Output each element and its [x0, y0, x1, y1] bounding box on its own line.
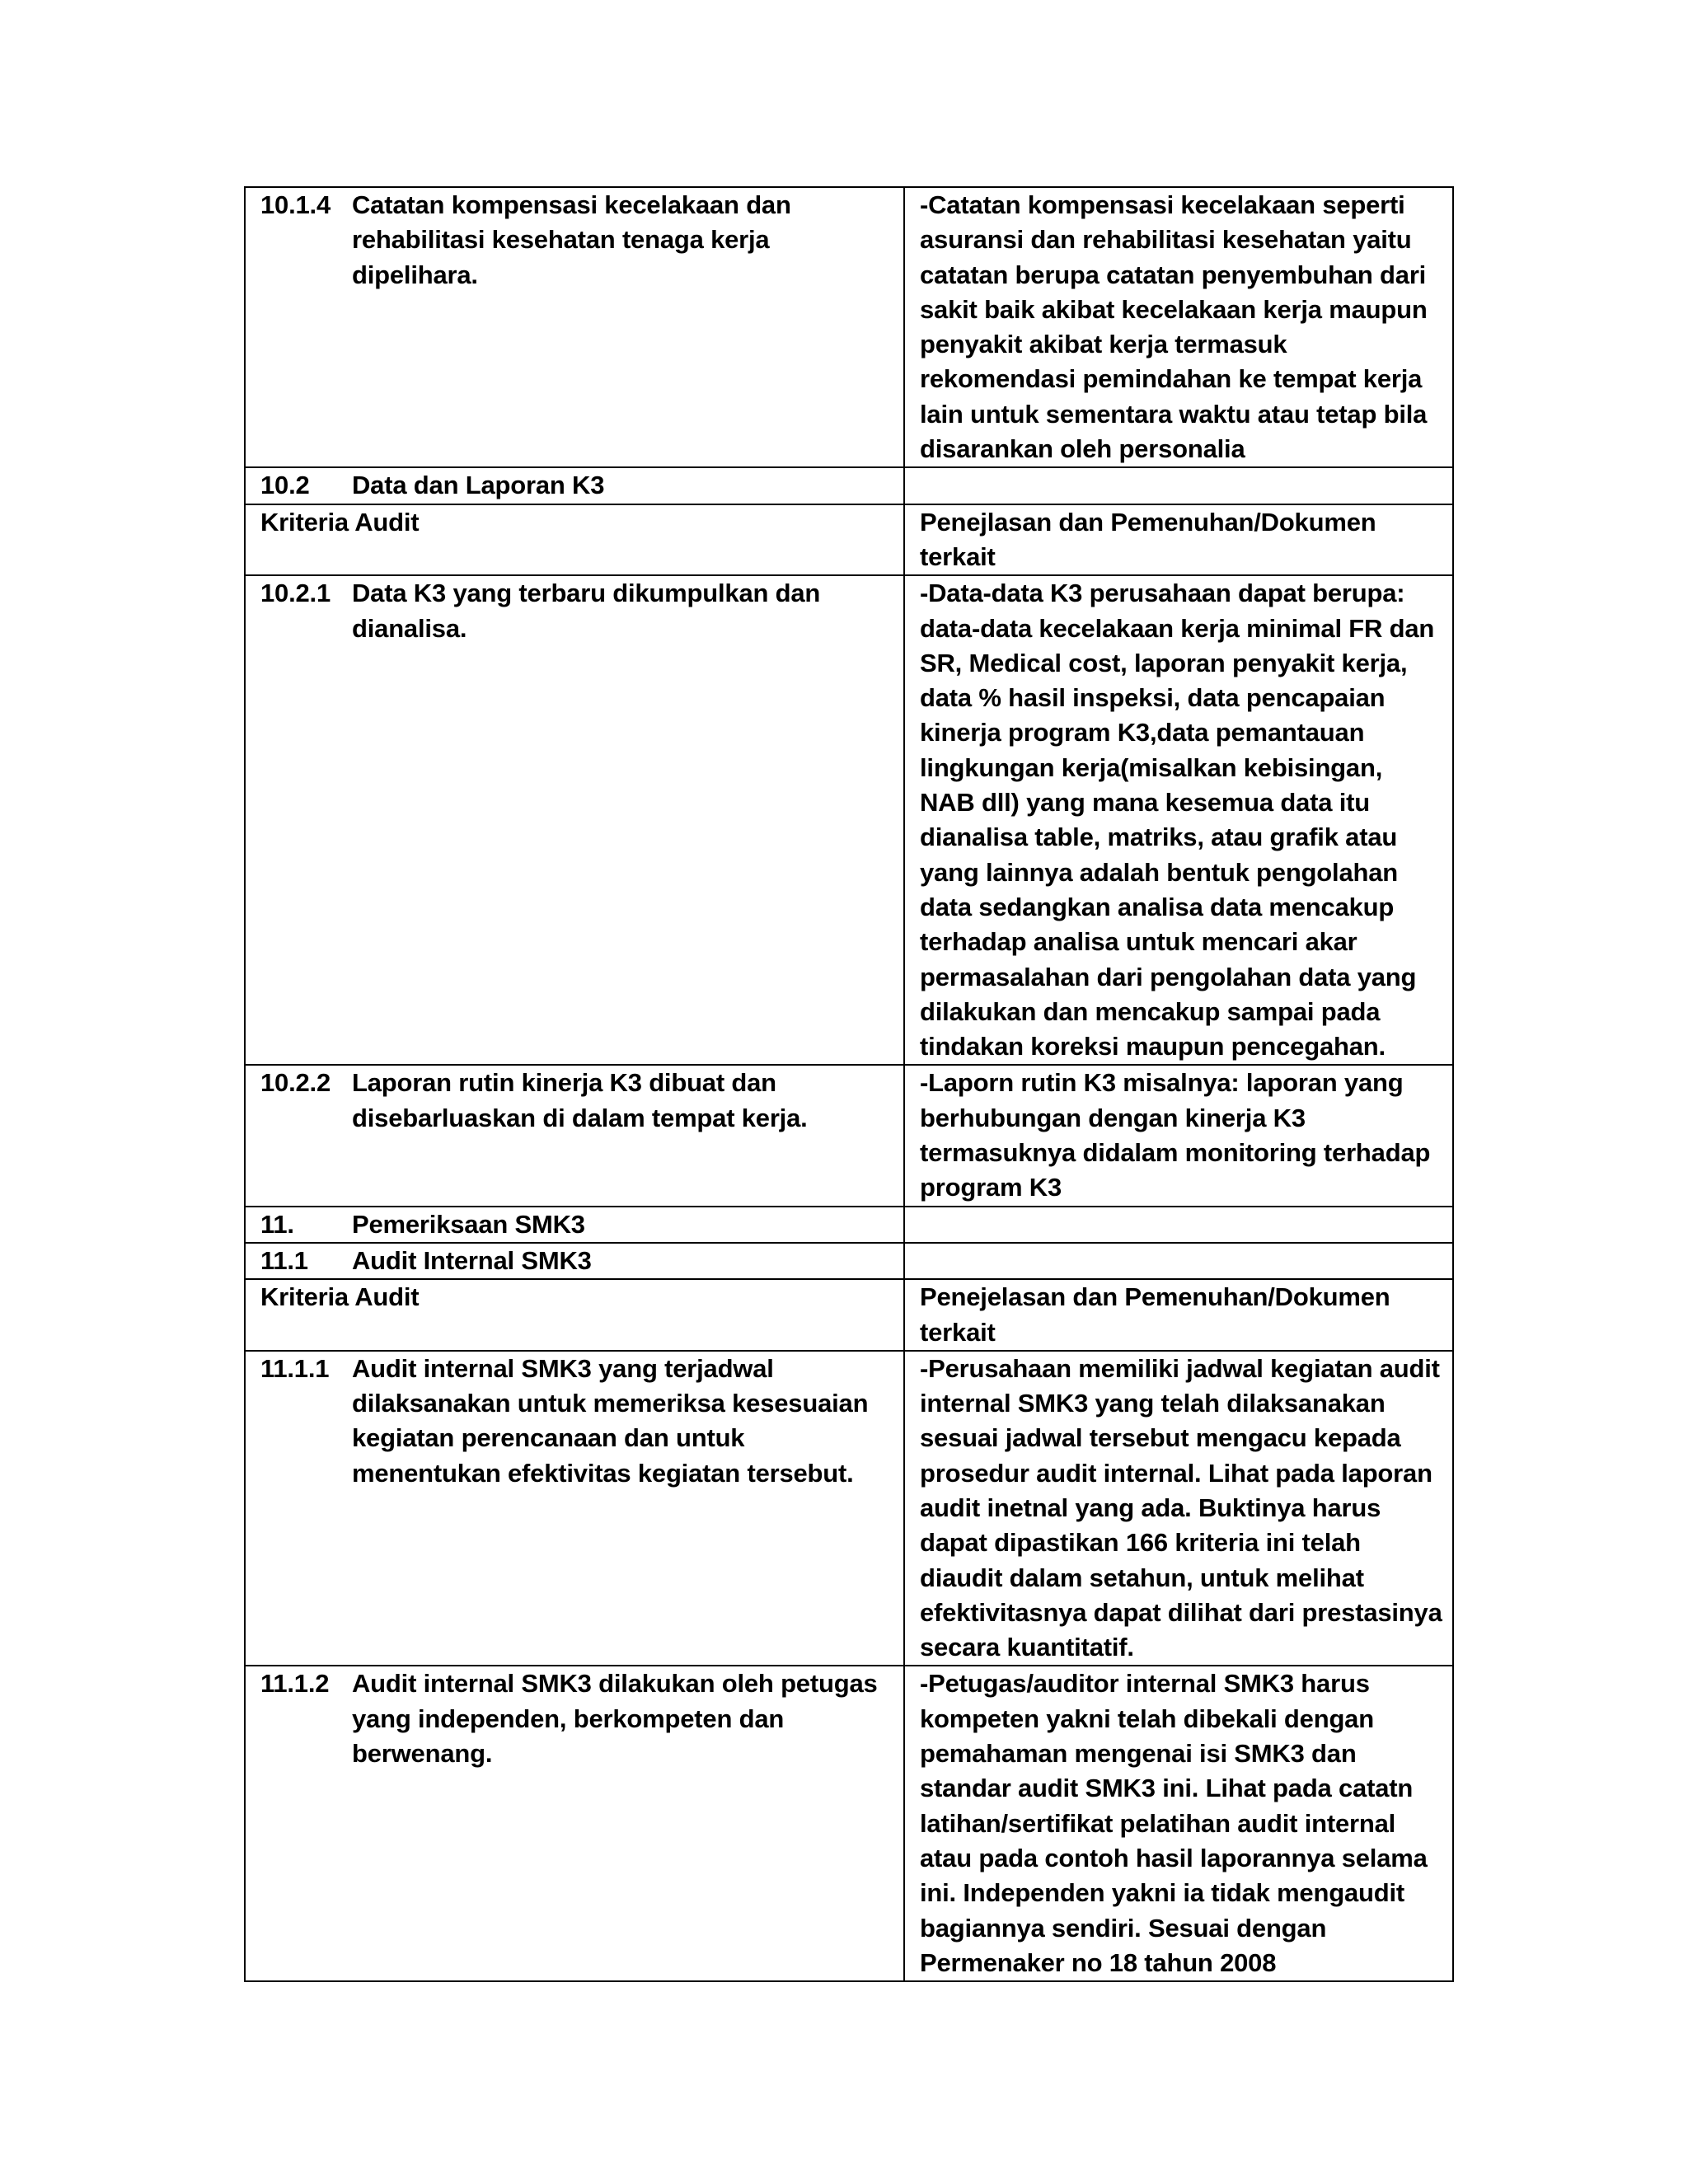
column-header-criteria: Kriteria Audit — [245, 1279, 904, 1351]
criterion-text: Laporan rutin kinerja K3 dibuat dan disebarluaskan di dalam tempat kerja. — [352, 1065, 904, 1206]
section-heading-row — [245, 1207, 1453, 1243]
section-number: 10.2 — [245, 467, 352, 504]
criterion-description: -Petugas/auditor internal SMK3 harus kompeten yakni telah dibekali dengan pemahaman mengenai isi SMK3 dan standar audit SMK3 ini. Lihat pada catatn latihan/sertifikat pelatihan audit internal atau pada contoh hasil laporannya selama ini. Independen yakni ia tidak mengaudit bagiannya sendiri. Sesuai dengan Permenaker no 18 tahun 2008 — [904, 1666, 1453, 1981]
criterion-description: -Catatan kompensasi kecelakaan seperti asuransi dan rehabilitasi kesehatan yaitu catatan berupa catatan penyembuhan dari sakit baik akibat kecelakaan kerja maupun penyakit akibat kerja termasuk rekomendasi pemindahan ke tempat kerja lain untuk sementara waktu atau tetap bila disarankan oleh personalia — [904, 187, 1453, 467]
criterion-number: 11.1.1 — [245, 1351, 352, 1666]
criterion-number: 11.1.2 — [245, 1666, 352, 1981]
criterion-text: Audit internal SMK3 dilakukan oleh petugas yang independen, berkompeten dan berwenang. — [352, 1666, 904, 1981]
criterion-description: -Laporn rutin K3 misalnya: laporan yang berhubungan dengan kinerja K3 termasuknya didalam monitoring terhadap program K3 — [904, 1065, 1453, 1206]
table-row — [245, 1351, 1453, 1666]
section-heading-row — [245, 467, 1453, 504]
section-title: Data dan Laporan K3 — [352, 467, 904, 504]
section-description — [904, 1207, 1453, 1243]
criterion-description: -Perusahaan memiliki jadwal kegiatan audit internal SMK3 yang telah dilaksanakan sesuai jadwal tersebut mengacu kepada prosedur audit internal. Lihat pada laporan audit inetnal yang ada. Buktinya harus dapat dipastikan 166 kriteria ini telah diaudit dalam setahun, untuk melihat efektivitasnya dapat dilihat dari prestasinya secara kuantitatif. — [904, 1351, 1453, 1666]
table-row — [245, 1666, 1453, 1981]
section-number: 11. — [245, 1207, 352, 1243]
criterion-number: 10.1.4 — [245, 187, 352, 467]
criterion-description: -Data-data K3 perusahaan dapat berupa: data-data kecelakaan kerja minimal FR dan SR, Medical cost, laporan penyakit kerja, data % hasil inspeksi, data pencapaian kinerja program K3,data pemantauan lingkungan kerja(misalkan kebisingan, NAB dll) yang mana kesemua data itu dianalisa table, matriks, atau grafik atau yang lainnya adalah bentuk pengolahan data sedangkan analisa data mencakup terhadap analisa untuk mencari akar permasalahan dari pengolahan data yang dilakukan dan mencakup sampai pada tindakan koreksi maupun pencegahan. — [904, 575, 1453, 1065]
section-title: Audit Internal SMK3 — [352, 1243, 904, 1279]
column-header-row — [245, 1279, 1453, 1351]
section-title: Pemeriksaan SMK3 — [352, 1207, 904, 1243]
table-row — [245, 187, 1453, 467]
criterion-text: Data K3 yang terbaru dikumpulkan dan dianalisa. — [352, 575, 904, 1065]
section-heading-row — [245, 1243, 1453, 1279]
table-row — [245, 575, 1453, 1065]
section-number: 11.1 — [245, 1243, 352, 1279]
criterion-number: 10.2.1 — [245, 575, 352, 1065]
criterion-number: 10.2.2 — [245, 1065, 352, 1206]
table-row — [245, 1065, 1453, 1206]
section-description — [904, 1243, 1453, 1279]
column-header-criteria: Kriteria Audit — [245, 504, 904, 576]
column-header-explanation: Penejlasan dan Pemenuhan/Dokumen terkait — [904, 504, 1453, 576]
column-header-row — [245, 504, 1453, 576]
criterion-text: Audit internal SMK3 yang terjadwal dilaksanakan untuk memeriksa kesesuaian kegiatan perencanaan dan untuk menentukan efektivitas kegiatan tersebut. — [352, 1351, 904, 1666]
section-description — [904, 467, 1453, 504]
criterion-text: Catatan kompensasi kecelakaan dan rehabilitasi kesehatan tenaga kerja dipelihara. — [352, 187, 904, 467]
audit-criteria-table — [244, 186, 1454, 1982]
column-header-explanation: Penejelasan dan Pemenuhan/Dokumen terkait — [904, 1279, 1453, 1351]
